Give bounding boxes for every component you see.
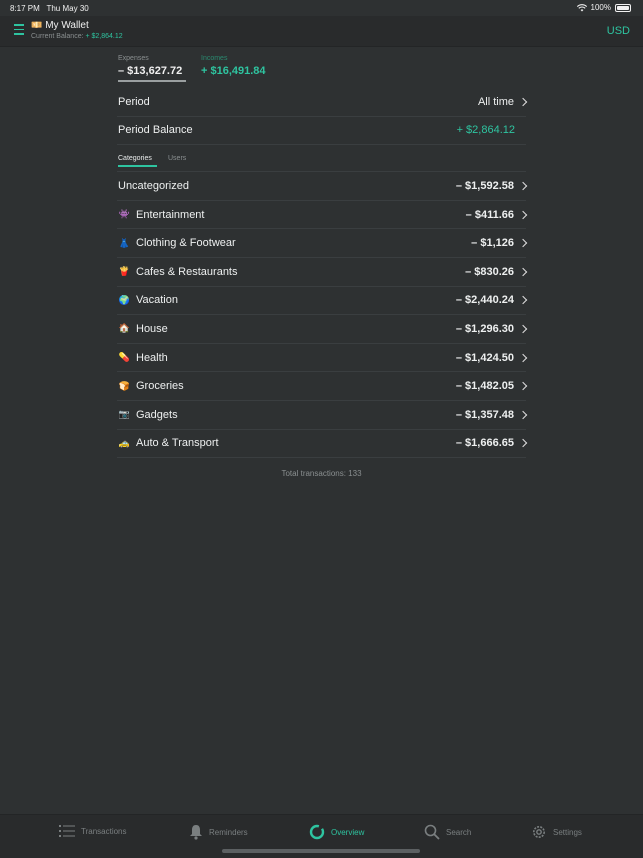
chevron-right-icon bbox=[519, 182, 527, 190]
chevron-right-icon bbox=[519, 439, 527, 447]
category-amount: – $1,592.58 bbox=[455, 179, 514, 192]
chevron-right-icon bbox=[519, 268, 527, 276]
category-name: Vacation bbox=[136, 294, 178, 307]
period-value: All time bbox=[477, 95, 514, 108]
chevron-right-icon bbox=[519, 98, 527, 106]
category-amount: – $830.26 bbox=[465, 265, 514, 278]
totals-switcher bbox=[117, 46, 526, 88]
menu-icon[interactable] bbox=[14, 24, 24, 34]
category-icon: 🏠 bbox=[118, 323, 131, 334]
chevron-right-icon bbox=[519, 325, 527, 333]
navigation-bar bbox=[0, 16, 643, 47]
category-name: Entertainment bbox=[136, 208, 205, 221]
category-row[interactable] bbox=[117, 430, 526, 459]
category-amount: – $1,296.30 bbox=[455, 322, 514, 335]
current-balance: Current Balance: + $2,864.12 bbox=[31, 33, 123, 40]
tab-users[interactable]: Users bbox=[168, 155, 187, 163]
status-bar bbox=[0, 0, 643, 16]
period-balance-label: Period Balance bbox=[118, 124, 193, 137]
chevron-right-icon bbox=[519, 353, 527, 361]
category-icon: 🍞 bbox=[118, 380, 131, 391]
category-row[interactable] bbox=[117, 344, 526, 373]
period-balance-value: + $2,864.12 bbox=[456, 124, 515, 137]
expenses-label: Expenses bbox=[118, 55, 149, 62]
category-name: Uncategorized bbox=[118, 179, 189, 192]
home-indicator bbox=[222, 849, 420, 853]
category-amount: – $1,666.65 bbox=[455, 437, 514, 450]
category-name: Health bbox=[136, 351, 168, 364]
chevron-right-icon bbox=[519, 296, 527, 304]
incomes-value: + $16,491.84 bbox=[201, 65, 266, 77]
status-right bbox=[577, 3, 631, 12]
category-icon: 👾 bbox=[118, 209, 131, 220]
tab-settings[interactable]: Settings bbox=[531, 824, 582, 840]
period-row[interactable] bbox=[117, 88, 526, 117]
category-row[interactable] bbox=[117, 372, 526, 401]
category-row[interactable] bbox=[117, 287, 526, 316]
category-name: House bbox=[136, 322, 168, 335]
wifi-icon bbox=[577, 4, 587, 12]
overview-ring-icon bbox=[309, 824, 325, 840]
status-time: 8:17 PM Thu May 30 bbox=[10, 4, 89, 13]
category-name: Cafes & Restaurants bbox=[136, 265, 238, 278]
chevron-right-icon bbox=[519, 382, 527, 390]
expenses-value: – $13,627.72 bbox=[118, 65, 183, 77]
category-row[interactable] bbox=[117, 172, 526, 201]
incomes-label: Incomes bbox=[201, 55, 228, 62]
category-icon: 🌍 bbox=[118, 294, 131, 305]
period-balance-row bbox=[117, 117, 526, 146]
category-amount: – $411.66 bbox=[465, 208, 514, 221]
chevron-right-icon bbox=[519, 210, 527, 218]
category-row[interactable] bbox=[117, 401, 526, 430]
tab-bar bbox=[0, 814, 643, 858]
category-name: Clothing & Footwear bbox=[136, 237, 236, 250]
tab-categories-underline bbox=[118, 165, 157, 167]
segment-tabs bbox=[117, 145, 526, 172]
bell-icon bbox=[189, 824, 203, 840]
gear-icon bbox=[531, 824, 547, 840]
category-row[interactable] bbox=[117, 258, 526, 287]
category-row[interactable] bbox=[117, 315, 526, 344]
wallet-icon: 💴 bbox=[31, 20, 43, 30]
search-icon bbox=[424, 824, 440, 840]
current-balance-value: + $2,864.12 bbox=[85, 33, 123, 40]
chevron-right-icon bbox=[519, 410, 527, 418]
chevron-right-icon bbox=[519, 239, 527, 247]
tab-search[interactable]: Search bbox=[424, 824, 471, 840]
category-amount: – $1,357.48 bbox=[455, 408, 514, 421]
tab-reminders[interactable]: Reminders bbox=[189, 824, 248, 840]
battery-icon bbox=[615, 4, 631, 12]
category-icon: 🚕 bbox=[118, 437, 131, 448]
list-icon bbox=[59, 824, 75, 838]
category-amount: – $1,482.05 bbox=[455, 380, 514, 393]
category-row[interactable] bbox=[117, 201, 526, 230]
category-icon: 📷 bbox=[118, 409, 131, 420]
tab-categories[interactable]: Categories bbox=[118, 155, 157, 167]
wallet-name: My Wallet bbox=[45, 20, 89, 31]
category-name: Auto & Transport bbox=[136, 437, 219, 450]
expenses-underline bbox=[118, 80, 186, 82]
category-icon: 🍟 bbox=[118, 266, 131, 277]
category-list bbox=[117, 172, 526, 458]
wallet-title[interactable] bbox=[31, 20, 89, 31]
category-icon: 💊 bbox=[118, 352, 131, 363]
period-label: Period bbox=[118, 95, 150, 108]
category-name: Groceries bbox=[136, 380, 184, 393]
overview-content bbox=[117, 46, 526, 478]
tab-overview[interactable]: Overview bbox=[309, 824, 364, 840]
category-icon: 👗 bbox=[118, 237, 131, 248]
category-name: Gadgets bbox=[136, 408, 178, 421]
category-amount: – $1,126 bbox=[471, 237, 514, 250]
battery-percent: 100% bbox=[590, 3, 611, 12]
total-transactions: Total transactions: 133 bbox=[281, 469, 362, 479]
tab-transactions[interactable]: Transactions bbox=[59, 824, 127, 838]
category-row[interactable] bbox=[117, 229, 526, 258]
incomes-tab[interactable] bbox=[201, 55, 266, 77]
expenses-tab[interactable] bbox=[118, 55, 186, 82]
category-amount: – $1,424.50 bbox=[455, 351, 514, 364]
category-amount: – $2,440.24 bbox=[455, 294, 514, 307]
currency-button[interactable]: USD bbox=[606, 25, 630, 37]
